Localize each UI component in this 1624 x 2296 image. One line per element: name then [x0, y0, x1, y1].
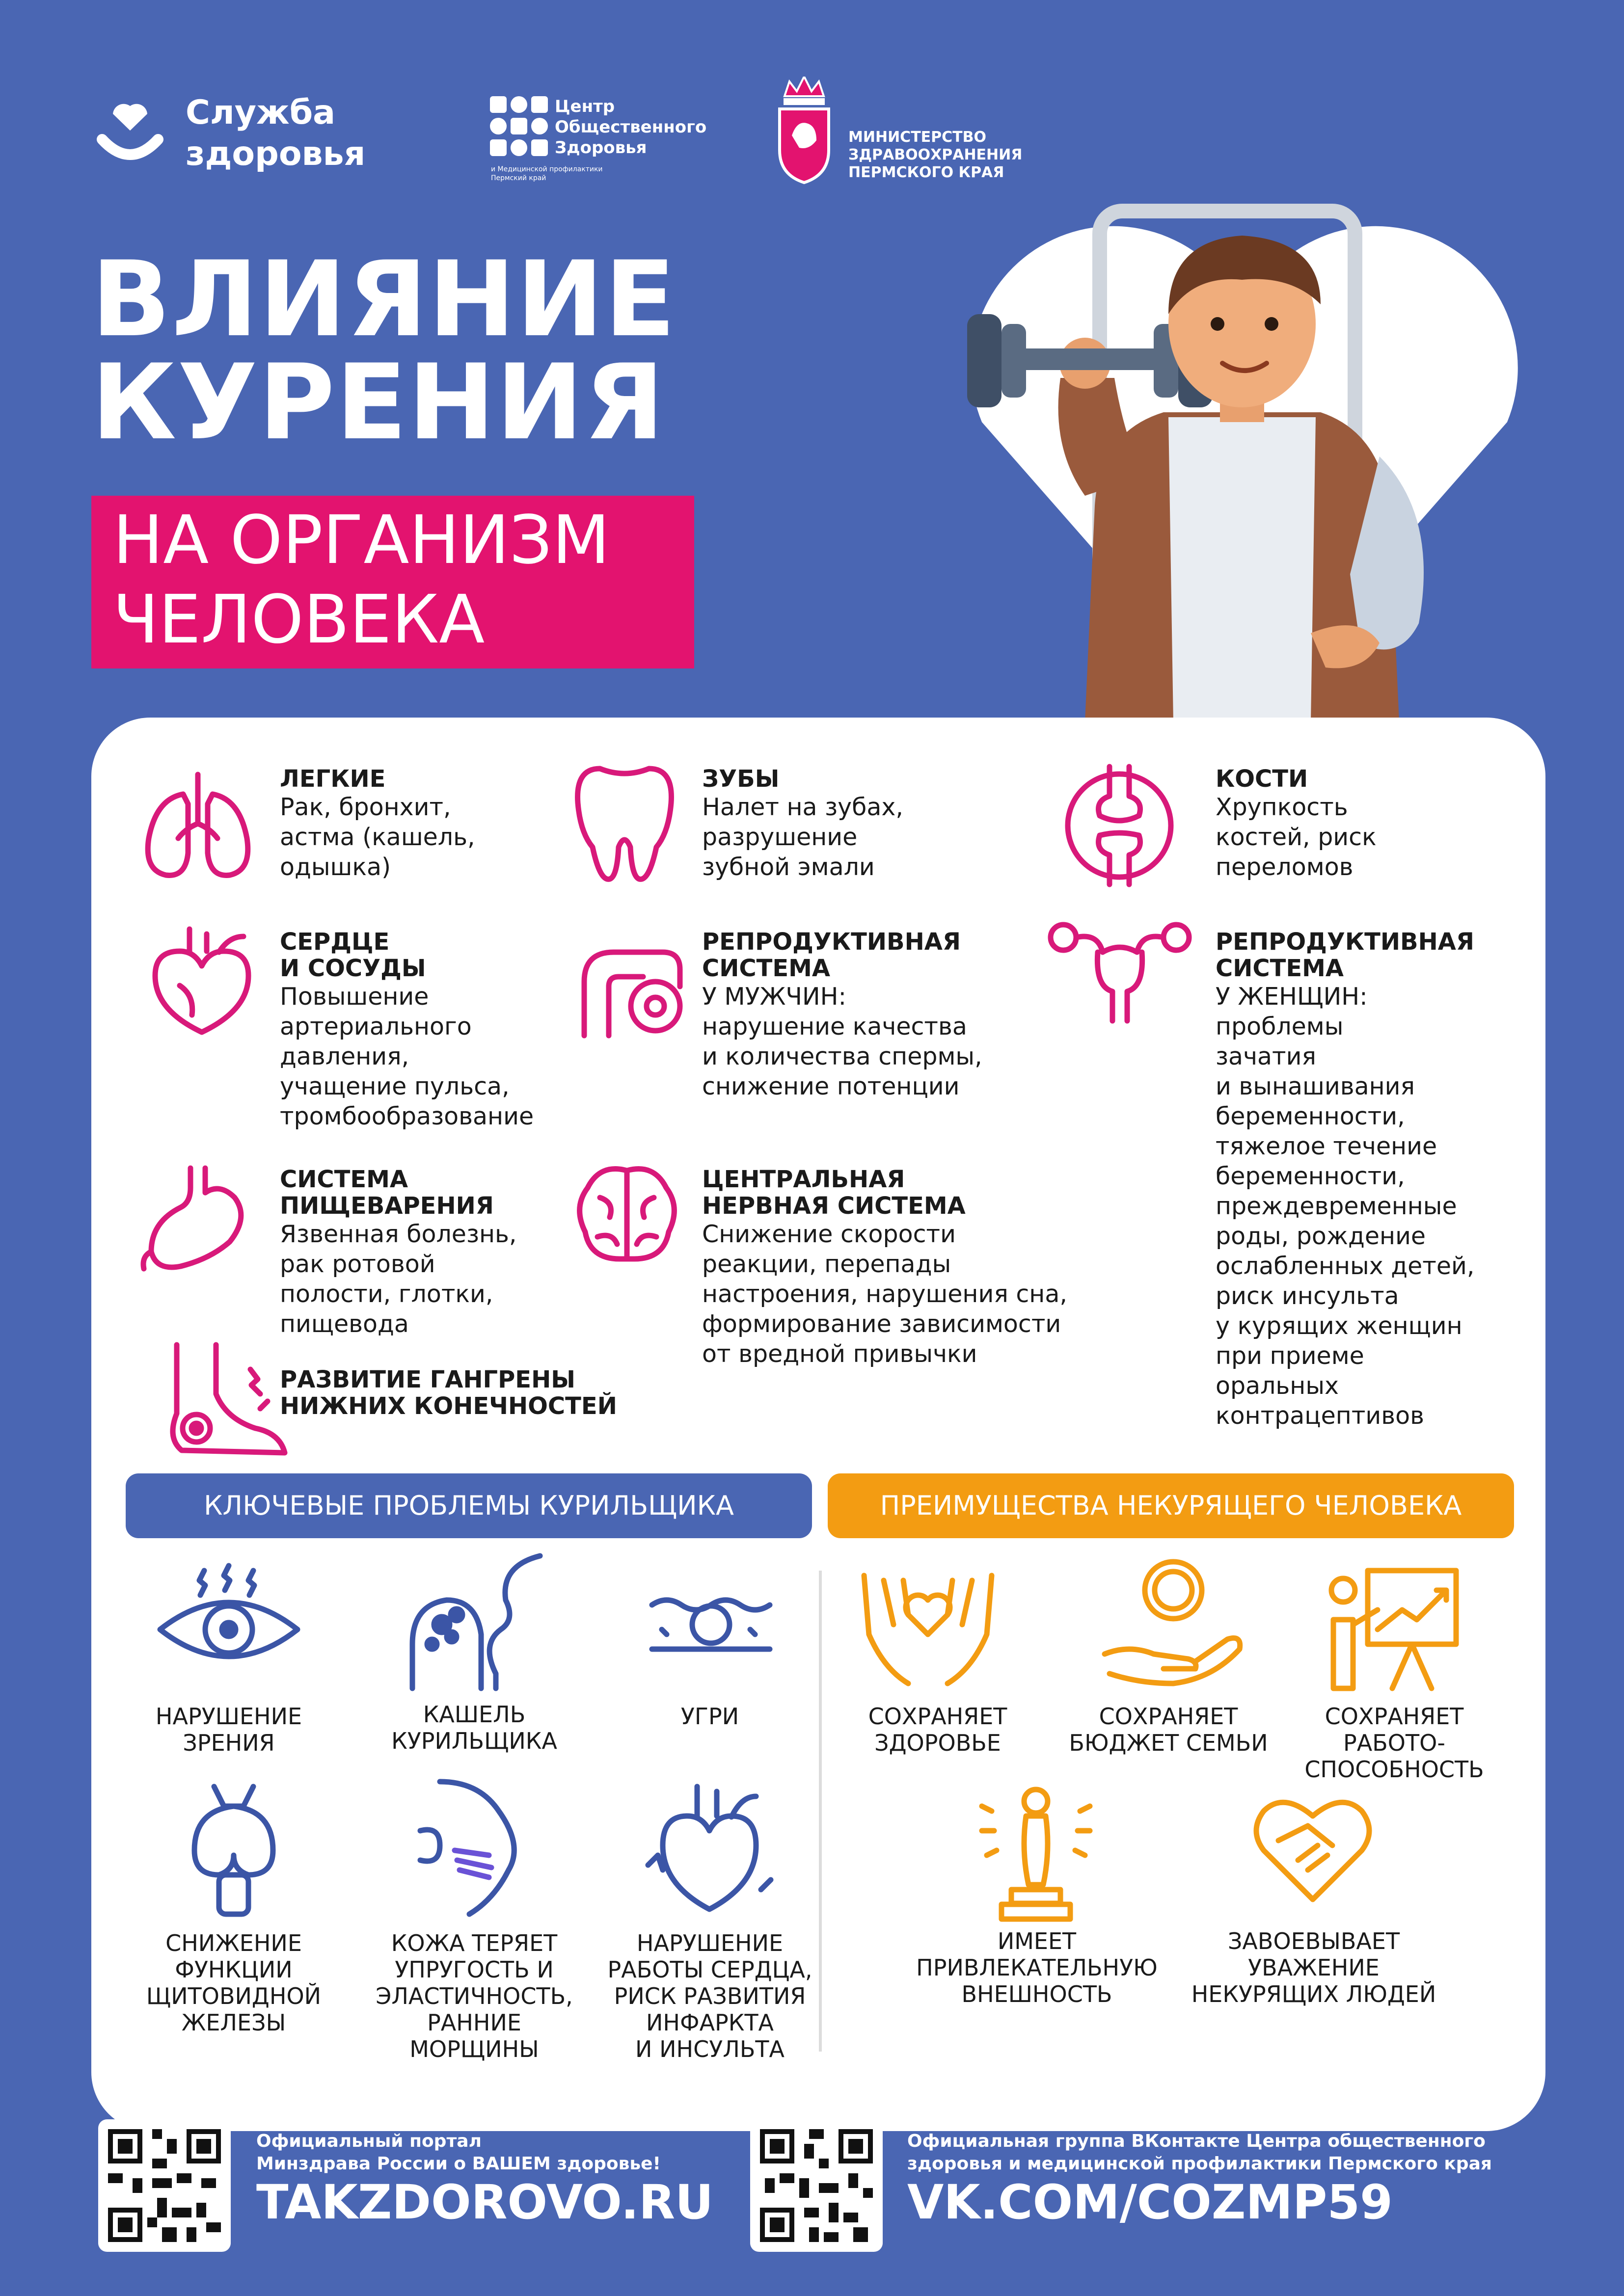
logo2-sub1: и Медицинской профилактики: [491, 165, 603, 173]
organ-title: ЗУБЫ: [702, 765, 780, 793]
caption-line: КУРИЛЬЩИКА: [391, 1728, 557, 1754]
caption-line: ИНФАРКТА: [646, 2009, 774, 2036]
organ-title: РЕПРОДУКТИВНАЯ: [1216, 928, 1474, 956]
organ-text-line: учащение пульса,: [280, 1072, 510, 1100]
man-with-dumbbell-illustration: [938, 201, 1551, 726]
page-subtitle: [113, 501, 610, 660]
logo1-line1: Служба: [186, 93, 336, 132]
organ-text: [280, 792, 475, 882]
caption-line: СОХРАНЯЕТ: [868, 1703, 1007, 1730]
sluzhba-zdorovya-text: [186, 92, 365, 175]
organ-text: [702, 1219, 1067, 1369]
organ-text-line: Повышение: [280, 983, 429, 1011]
ministry-logo-text: [848, 129, 1022, 182]
caption-line: ПРИВЛЕКАТЕЛЬНУЮ: [916, 1954, 1158, 1981]
title-line2: КУРЕНИЯ: [91, 342, 666, 463]
organ-text-line: Язвенная болезнь,: [280, 1220, 517, 1248]
caption-line: НЕКУРЯЩИХ ЛЮДЕЙ: [1191, 1981, 1436, 2007]
caption-line: КОЖА ТЕРЯЕТ: [391, 1930, 558, 1956]
organ-text-line: оральных: [1216, 1372, 1339, 1400]
handshake-icon: [1249, 1787, 1377, 1904]
thyroid-icon: [175, 1777, 293, 1919]
organ-female-reproductive: [1216, 929, 1474, 1431]
benefits-banner: ПРЕИМУЩЕСТВА НЕКУРЯЩЕГО ЧЕЛОВЕКА: [828, 1473, 1514, 1538]
organ-text-line: от вредной привычки: [702, 1340, 977, 1368]
organ-text-line: ослабленных детей,: [1216, 1252, 1475, 1280]
organ-text-line: одышка): [280, 853, 391, 881]
organ-title: КОСТИ: [1216, 765, 1308, 793]
logo3-line2: ЗДРАВООХРАНЕНИЯ: [848, 146, 1023, 163]
organ-text-line: Хрупкость: [1216, 793, 1348, 821]
foot-icon: [147, 1340, 290, 1463]
organ-text-line: проблемы: [1216, 1013, 1344, 1041]
page-title: [91, 239, 677, 463]
caption-line: СОХРАНЯЕТ: [1099, 1703, 1238, 1730]
problem-caption: [602, 1930, 818, 2062]
organ-cns: [702, 1166, 1067, 1369]
female-reproductive-icon: [1044, 913, 1196, 1026]
caption-line: УВАЖЕНИЕ: [1248, 1954, 1380, 1981]
organ-text-line: давления,: [280, 1042, 409, 1070]
caption-line: ВНЕШНОСТЬ: [961, 1981, 1112, 2007]
hands-heart-icon: [854, 1561, 1001, 1693]
caption-line: ЗАВОЕВЫВАЕТ: [1227, 1928, 1400, 1954]
heart-smile-icon: [93, 96, 167, 170]
organ-text-line: рак ротовой: [280, 1250, 435, 1278]
dots-grid-icon: [490, 96, 549, 158]
caption-line: РИСК РАЗВИТИЯ: [614, 1983, 806, 2009]
organ-text: [280, 982, 534, 1131]
bone-joint-icon: [1060, 762, 1178, 889]
footer-right-line1: Официальная группа ВКонтакте Центра общественного: [907, 2131, 1486, 2151]
caption-line: ЗДОРОВЬЕ: [874, 1730, 1001, 1756]
organ-title-2: НИЖНИХ КОНЕЧНОСТЕЙ: [280, 1392, 617, 1420]
organ-text-line: зачатия: [1216, 1042, 1316, 1070]
caption-line: БЮДЖЕТ СЕМЬИ: [1069, 1730, 1268, 1756]
caption-line: ЖЕЛЕЗЫ: [181, 2009, 286, 2036]
subtitle-line1: НА ОРГАНИЗМ: [113, 502, 610, 579]
organ-text-line: переломов: [1216, 853, 1353, 881]
hero-illustration: [938, 201, 1551, 726]
organ-lungs: [280, 766, 475, 882]
stomach-icon: [136, 1158, 254, 1276]
organ-title: РЕПРОДУКТИВНАЯ: [702, 928, 961, 956]
organ-text-line: беременности,: [1216, 1162, 1405, 1190]
vk-link[interactable]: VK.COM/COZMP59: [907, 2175, 1393, 2230]
organ-text-line: артериального: [280, 1013, 472, 1041]
organ-title: СЕРДЦЕ: [280, 928, 390, 956]
logo2-line2: Общественного: [555, 117, 707, 137]
caption-line: СПОСОБНОСТЬ: [1304, 1756, 1484, 1783]
czoz-logo-mark: [490, 96, 549, 158]
caption-line: РАННИЕ: [427, 2009, 521, 2036]
benefit-caption: [1060, 1703, 1276, 1756]
skin-pore-icon: [647, 1590, 775, 1664]
section-divider: [819, 1571, 822, 2052]
caption-line: УГРИ: [680, 1703, 739, 1730]
organ-title-2: НЕРВНАЯ СИСТЕМА: [702, 1192, 966, 1220]
organ-text-line: разрушение: [702, 823, 858, 851]
organ-text-line: снижение потенции: [702, 1072, 960, 1100]
sluzhba-zdorovya-logo: [93, 96, 167, 170]
logo3-line1: МИНИСТЕРСТВО: [848, 129, 986, 146]
logo2-sub2: Пермский край: [491, 174, 546, 182]
caption-line: УПРУГОСТЬ И: [395, 1956, 554, 1983]
organ-male-reproductive: [702, 929, 982, 1101]
heart-arrhythmia-icon: [643, 1772, 776, 1919]
problem-caption: [126, 1930, 342, 2036]
organ-text-line: беременности,: [1216, 1102, 1405, 1130]
organ-text-line: контрацептивов: [1216, 1402, 1424, 1430]
hand-coin-icon: [1100, 1556, 1247, 1693]
organ-title-2: ПИЩЕВАРЕНИЯ: [280, 1192, 494, 1220]
lungs-icon: [136, 765, 259, 887]
organ-text-line: роды, рождение: [1216, 1222, 1426, 1250]
benefit-caption: [1286, 1703, 1502, 1783]
face-wrinkles-icon: [410, 1772, 543, 1919]
czoz-logo-subtext: [491, 165, 677, 183]
organ-text: [1216, 792, 1377, 882]
organ-text-line: У МУЖЧИН:: [702, 983, 846, 1011]
organ-title: ЦЕНТРАЛЬНАЯ: [702, 1166, 905, 1193]
presentation-icon: [1324, 1561, 1461, 1698]
trophy-icon: [972, 1777, 1100, 1924]
problem-caption: [366, 1930, 582, 2062]
caption-line: ИМЕЕТ: [997, 1928, 1077, 1954]
title-line1: ВЛИЯНИЕ: [91, 239, 677, 360]
takzdorovo-link[interactable]: TAKZDOROVO.RU: [256, 2175, 714, 2230]
footer-right: [907, 2130, 1492, 2229]
male-reproductive-icon: [569, 923, 687, 1041]
logo1-line2: здоровья: [186, 134, 366, 173]
organ-title: СИСТЕМА: [280, 1166, 408, 1193]
logo2-line3: Здоровья: [555, 138, 647, 158]
caption-line: ЭЛАСТИЧНОСТЬ,: [376, 1983, 573, 2009]
organ-text-line: нарушение качества: [702, 1013, 967, 1041]
footer-right-line2: здоровья и медицинской профилактики Пермского края: [907, 2154, 1492, 2174]
organ-text-line: зубной эмали: [702, 853, 875, 881]
logo3-line3: ПЕРМСКОГО КРАЯ: [848, 164, 1004, 181]
caption-line: ЗРЕНИЯ: [183, 1730, 275, 1756]
benefit-caption: [830, 1703, 1046, 1756]
problem-caption: [121, 1703, 337, 1756]
caption-line: МОРЩИНЫ: [409, 2036, 539, 2062]
organ-text-line: полости, глотки,: [280, 1280, 493, 1308]
organ-text-line: пищевода: [280, 1310, 409, 1338]
caption-line: РАБОТЫ СЕРДЦА,: [607, 1956, 812, 1983]
benefit-caption: [899, 1928, 1174, 2007]
organ-text: [702, 982, 982, 1101]
organ-heart: [280, 929, 534, 1131]
organ-title-2: СИСТЕМА: [702, 955, 831, 982]
organ-text-line: и вынашивания: [1216, 1072, 1415, 1100]
perm-coat-of-arms-icon: [775, 77, 834, 185]
organ-title: РАЗВИТИЕ ГАНГРЕНЫ: [280, 1366, 575, 1393]
tooth-icon: [570, 759, 678, 886]
logo2-line1: Центр: [555, 97, 615, 116]
organ-text-line: Снижение скорости: [702, 1220, 956, 1248]
footer-left-line2: Минздрава России о ВАШЕМ здоровье!: [256, 2154, 661, 2174]
heart-icon: [145, 922, 258, 1040]
organ-text-line: тяжелое течение: [1216, 1132, 1437, 1160]
czoz-logo-text: [555, 96, 706, 158]
organ-text-line: при приеме: [1216, 1342, 1364, 1370]
organ-text: [1216, 982, 1474, 1431]
qr-code-takzdorovo[interactable]: [98, 2119, 231, 2252]
organ-text-line: риск инсульта: [1216, 1282, 1399, 1310]
organ-text-line: и количества спермы,: [702, 1042, 982, 1070]
brain-icon: [570, 1158, 683, 1271]
problem-caption: [602, 1703, 818, 1730]
organ-text: [702, 792, 903, 882]
organ-bones: [1216, 766, 1377, 882]
caption-line: КАШЕЛЬ: [423, 1701, 526, 1728]
caption-line: НАРУШЕНИЕ: [155, 1703, 302, 1730]
organ-gangrene: [280, 1366, 617, 1419]
caption-line: ФУНКЦИИ: [175, 1956, 293, 1983]
footer-left: [256, 2130, 713, 2229]
organ-text-line: тромбообразование: [280, 1102, 534, 1130]
organ-teeth: [702, 766, 903, 882]
organ-title-2: СИСТЕМА: [1216, 955, 1344, 982]
qr-code-vk[interactable]: [750, 2119, 883, 2252]
organ-text: [280, 1219, 517, 1339]
caption-line: СОХРАНЯЕТ: [1325, 1703, 1464, 1730]
organ-title: ЛЕГКИЕ: [280, 765, 386, 793]
qr-code-icon: [98, 2119, 231, 2252]
organ-text-line: Рак, бронхит,: [280, 793, 451, 821]
organ-text-line: настроения, нарушения сна,: [702, 1280, 1067, 1308]
organ-title-2: И СОСУДЫ: [280, 955, 426, 982]
organ-text-line: костей, риск: [1216, 823, 1377, 851]
caption-line: РАБОТО-: [1343, 1730, 1445, 1756]
organ-text-line: Налет на зубах,: [702, 793, 903, 821]
throat-icon: [403, 1546, 550, 1693]
caption-line: И ИНСУЛЬТА: [635, 2036, 785, 2062]
problem-caption: [366, 1701, 582, 1754]
problems-banner: КЛЮЧЕВЫЕ ПРОБЛЕМЫ КУРИЛЬЩИКА: [126, 1473, 812, 1538]
benefit-caption: [1176, 1928, 1451, 2007]
caption-line: ЩИТОВИДНОЙ: [146, 1983, 322, 2009]
organ-text-line: формирование зависимости: [702, 1310, 1061, 1338]
organ-text-line: у курящих женщин: [1216, 1312, 1462, 1340]
subtitle-line2: ЧЕЛОВЕКА: [113, 581, 485, 659]
caption-line: НАРУШЕНИЕ: [636, 1930, 784, 1956]
organ-text-line: У ЖЕНЩИН:: [1216, 983, 1368, 1011]
organ-text-line: реакции, перепады: [702, 1250, 951, 1278]
organ-text-line: астма (кашель,: [280, 823, 475, 851]
qr-code-icon: [750, 2119, 883, 2252]
footer-left-line1: Официальный портал: [256, 2131, 482, 2151]
organ-digestive: [280, 1166, 517, 1339]
caption-line: СНИЖЕНИЕ: [165, 1930, 302, 1956]
organ-text-line: преждевременные: [1216, 1192, 1457, 1220]
eye-icon: [150, 1561, 307, 1679]
